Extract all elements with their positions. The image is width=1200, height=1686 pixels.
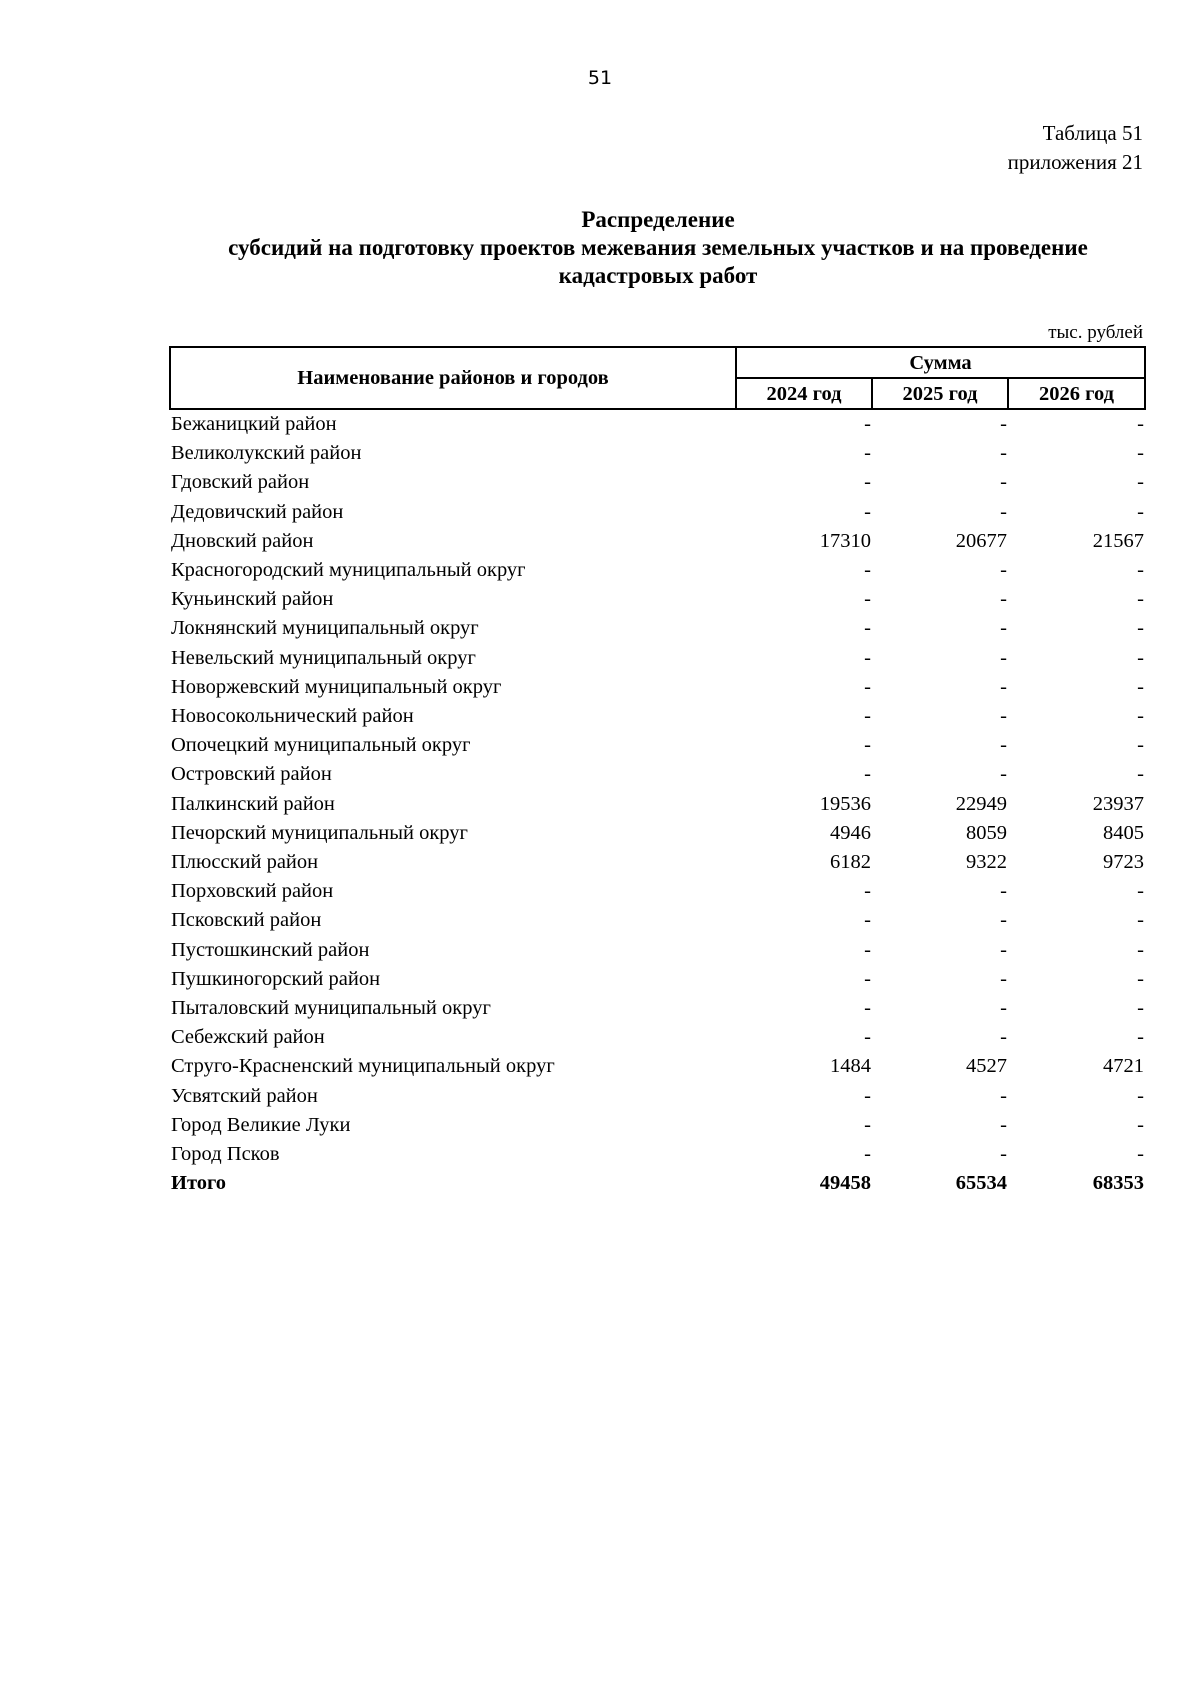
table-row <box>170 644 1145 673</box>
table-header <box>170 347 1145 409</box>
cell-year-2026: - <box>1137 705 1144 728</box>
cell-year-2024: - <box>864 500 871 523</box>
cell-name: Палкинский район <box>171 792 335 815</box>
cell-year-2024: 4946 <box>830 821 871 844</box>
cell-year-2026: - <box>1137 588 1144 611</box>
cell-year-2026: - <box>1137 646 1144 669</box>
table-row <box>170 994 1145 1023</box>
cell-year-2026: 68353 <box>1092 1172 1144 1195</box>
table-row <box>170 965 1145 994</box>
cell-name: Псковский район <box>171 909 322 932</box>
cell-year-2026: - <box>1137 500 1144 523</box>
cell-name: Итого <box>171 1172 227 1195</box>
cell-year-2026: - <box>1137 617 1144 640</box>
cell-name: Плюсский район <box>171 851 319 874</box>
title-line-3: кадастровых работ <box>558 263 758 288</box>
cell-year-2025: 65534 <box>955 1172 1007 1195</box>
table-row <box>170 556 1145 585</box>
cell-year-2025: - <box>1000 734 1007 757</box>
cell-year-2024: 1484 <box>830 1055 871 1078</box>
cell-year-2025: - <box>1000 967 1007 990</box>
cell-year-2024: - <box>864 471 871 494</box>
cell-year-2026: - <box>1137 967 1144 990</box>
cell-year-2026: - <box>1137 1026 1144 1049</box>
cell-year-2024: - <box>864 675 871 698</box>
cell-year-2025: 4527 <box>966 1055 1007 1078</box>
cell-year-2026: - <box>1137 471 1144 494</box>
cell-name: Новоржевский муниципальный округ <box>171 675 502 698</box>
table-row <box>170 702 1145 731</box>
subsidy-table <box>169 346 1146 1198</box>
header-year-2024: 2024 год <box>736 378 872 409</box>
cell-name: Дедовичский район <box>171 500 344 523</box>
cell-name: Город Великие Луки <box>171 1113 351 1136</box>
cell-year-2025: - <box>1000 646 1007 669</box>
cell-year-2024: 17310 <box>819 529 871 552</box>
cell-year-2026: - <box>1137 734 1144 757</box>
table-number: Таблица 51 <box>1042 121 1143 145</box>
cell-year-2025: - <box>1000 1084 1007 1107</box>
cell-name: Невельский муниципальный округ <box>171 646 476 669</box>
cell-year-2026: - <box>1137 1113 1144 1136</box>
cell-year-2024: - <box>864 705 871 728</box>
cell-year-2025: - <box>1000 1026 1007 1049</box>
cell-year-2026: 9723 <box>1103 851 1144 874</box>
cell-name: Гдовский район <box>171 471 310 494</box>
title-line-1: Распределение <box>581 207 735 232</box>
cell-year-2025: - <box>1000 442 1007 465</box>
cell-year-2024: - <box>864 1143 871 1166</box>
table-row <box>170 936 1145 965</box>
table-row <box>170 527 1145 556</box>
cell-name: Пыталовский муниципальный округ <box>171 997 491 1020</box>
cell-year-2026: 8405 <box>1103 821 1144 844</box>
table-row <box>170 877 1145 906</box>
cell-year-2024: - <box>864 967 871 990</box>
cell-year-2025: - <box>1000 880 1007 903</box>
cell-year-2024: 6182 <box>830 851 871 874</box>
cell-name: Город Псков <box>171 1143 280 1166</box>
cell-year-2025: - <box>1000 997 1007 1020</box>
cell-year-2024: - <box>864 588 871 611</box>
table-row <box>170 790 1145 819</box>
cell-year-2026: - <box>1137 997 1144 1020</box>
cell-year-2026: - <box>1137 1143 1144 1166</box>
cell-year-2025: 8059 <box>966 821 1007 844</box>
total-row <box>170 1169 1145 1198</box>
cell-year-2024: - <box>864 1026 871 1049</box>
page-number: 51 <box>587 67 613 89</box>
cell-year-2025: - <box>1000 1143 1007 1166</box>
cell-year-2024: - <box>864 646 871 669</box>
cell-year-2024: - <box>864 617 871 640</box>
header-sum: Сумма <box>736 347 1145 378</box>
cell-year-2024: - <box>864 763 871 786</box>
table-row <box>170 1082 1145 1111</box>
cell-name: Островский район <box>171 763 332 786</box>
table-row <box>170 1140 1145 1169</box>
cell-year-2026: - <box>1137 675 1144 698</box>
cell-name: Великолукский район <box>171 442 362 465</box>
cell-name: Локнянский муниципальный округ <box>171 617 479 640</box>
table-row <box>170 585 1145 614</box>
table-row <box>170 673 1145 702</box>
table-row <box>170 1023 1145 1052</box>
cell-year-2026: 4721 <box>1103 1055 1144 1078</box>
cell-name: Бежаницкий район <box>171 413 337 435</box>
cell-year-2026: - <box>1137 559 1144 582</box>
cell-year-2024: - <box>864 938 871 961</box>
header-name: Наименование районов и городов <box>170 347 736 409</box>
appendix-number: приложения 21 <box>1007 150 1143 174</box>
table-row <box>170 760 1145 789</box>
table-row <box>170 409 1145 439</box>
cell-year-2024: - <box>864 880 871 903</box>
cell-name: Усвятский район <box>171 1084 318 1107</box>
cell-name: Пустошкинский район <box>171 938 370 961</box>
table-row <box>170 468 1145 497</box>
cell-year-2024: - <box>864 997 871 1020</box>
cell-year-2026: - <box>1137 938 1144 961</box>
cell-year-2026: - <box>1137 1084 1144 1107</box>
cell-year-2025: - <box>1000 1113 1007 1136</box>
table-reference <box>1008 119 1143 177</box>
cell-year-2025: 22949 <box>955 792 1007 815</box>
cell-year-2025: - <box>1000 617 1007 640</box>
table-row <box>170 819 1145 848</box>
table-row <box>170 731 1145 760</box>
cell-name: Опочецкий муниципальный округ <box>171 734 471 757</box>
cell-year-2025: 20677 <box>955 529 1007 552</box>
document-title <box>150 206 1166 290</box>
cell-name: Дновский район <box>171 529 314 552</box>
cell-name: Себежский район <box>171 1026 325 1049</box>
cell-year-2025: - <box>1000 413 1007 435</box>
cell-year-2025: - <box>1000 909 1007 932</box>
cell-name: Новосокольнический район <box>171 705 414 728</box>
cell-year-2025: - <box>1000 705 1007 728</box>
cell-name: Пушкиногорский район <box>171 967 381 990</box>
cell-year-2026: - <box>1137 909 1144 932</box>
cell-name: Порховский район <box>171 880 334 903</box>
cell-year-2025: - <box>1000 500 1007 523</box>
cell-year-2024: - <box>864 442 871 465</box>
cell-year-2026: - <box>1137 880 1144 903</box>
table-row <box>170 498 1145 527</box>
cell-name: Струго-Красненский муниципальный округ <box>171 1055 555 1078</box>
header-year-2025: 2025 год <box>872 378 1008 409</box>
cell-year-2026: - <box>1137 763 1144 786</box>
cell-year-2024: 49458 <box>819 1172 871 1195</box>
cell-year-2024: 19536 <box>819 792 871 815</box>
cell-year-2024: - <box>864 909 871 932</box>
cell-year-2025: - <box>1000 471 1007 494</box>
table-body <box>170 409 1145 1198</box>
header-year-2026: 2026 год <box>1008 378 1145 409</box>
cell-year-2025: - <box>1000 938 1007 961</box>
title-line-2: субсидий на подготовку проектов межевания земельных участков и на проведение <box>228 235 1088 260</box>
cell-year-2024: - <box>864 1113 871 1136</box>
table-row <box>170 439 1145 468</box>
cell-year-2025: - <box>1000 675 1007 698</box>
cell-year-2024: - <box>864 559 871 582</box>
cell-name: Куньинский район <box>171 588 334 611</box>
cell-year-2026: - <box>1137 413 1144 435</box>
table-row <box>170 1052 1145 1081</box>
table-row <box>170 848 1145 877</box>
cell-year-2026: 21567 <box>1092 529 1144 552</box>
cell-year-2026: - <box>1137 442 1144 465</box>
cell-year-2025: - <box>1000 763 1007 786</box>
cell-year-2025: - <box>1000 588 1007 611</box>
table-row <box>170 1111 1145 1140</box>
unit-label: тыс. рублей <box>1048 322 1143 343</box>
cell-year-2025: 9322 <box>966 851 1007 874</box>
cell-name: Красногородский муниципальный округ <box>171 559 526 582</box>
table-row <box>170 614 1145 643</box>
cell-name: Печорский муниципальный округ <box>171 821 468 844</box>
cell-year-2024: - <box>864 1084 871 1107</box>
cell-year-2024: - <box>864 413 871 435</box>
cell-year-2024: - <box>864 734 871 757</box>
cell-year-2025: - <box>1000 559 1007 582</box>
cell-year-2026: 23937 <box>1092 792 1144 815</box>
table-row <box>170 906 1145 935</box>
